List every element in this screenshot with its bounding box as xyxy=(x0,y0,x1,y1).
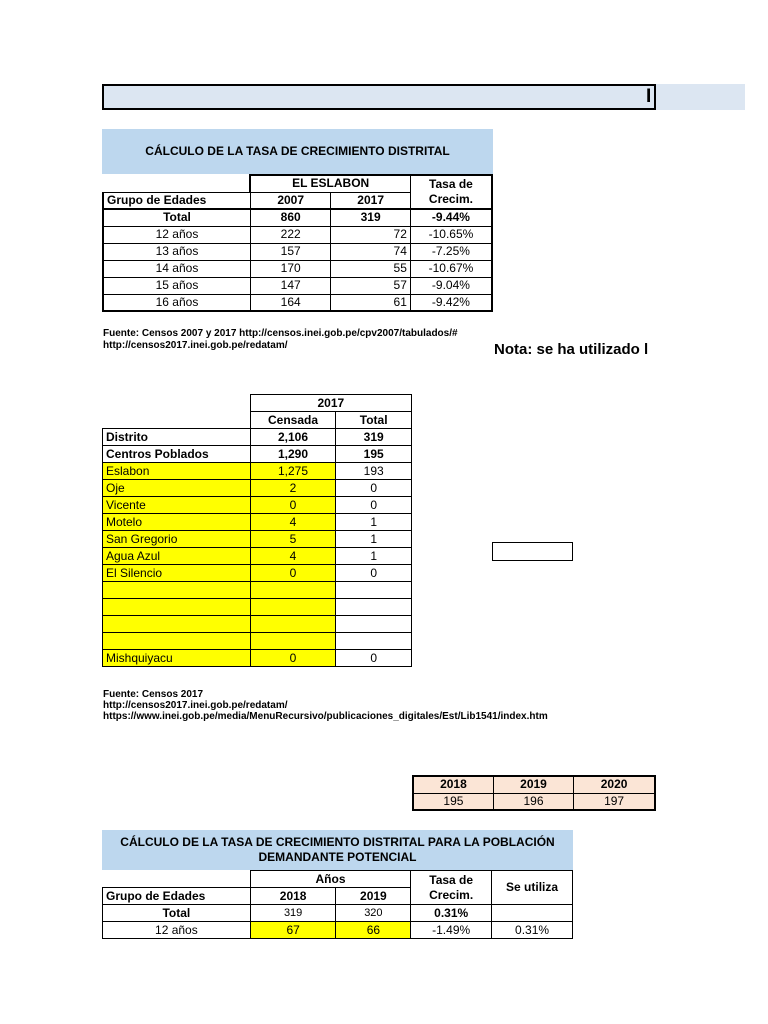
value-2019: 66 xyxy=(336,922,411,939)
censada-value: 1,290 xyxy=(250,446,336,463)
projection-year: 2018 xyxy=(413,776,493,793)
table-row xyxy=(103,260,492,277)
year1-header: 2018 xyxy=(250,888,336,905)
censada-header: Censada xyxy=(250,412,336,429)
table3-title: CÁLCULO DE LA TASA DE CRECIMIENTO DISTRITAL PARA LA POBLACIÓN DEMANDANTE POTENCIAL xyxy=(102,830,573,870)
value-2018: 67 xyxy=(250,922,336,939)
row-label: Mishquiyacu xyxy=(103,650,251,667)
year-header: 2017 xyxy=(250,395,411,412)
total-value: 1 xyxy=(336,548,412,565)
col-label: Grupo de Edades xyxy=(103,888,251,905)
rate-value: -9.42% xyxy=(410,294,492,311)
col-label: Grupo de Edades xyxy=(103,192,250,209)
row-label: San Gregorio xyxy=(103,531,251,548)
table-row xyxy=(103,446,412,463)
table-row xyxy=(103,243,492,260)
table-row xyxy=(103,905,573,922)
source-note-5: https://www.inei.gob.pe/media/MenuRecursivo/publicaciones_digitales/Est/Lib1541/index.htm xyxy=(103,711,548,722)
row-label: 12 años xyxy=(103,226,250,243)
total-value: 193 xyxy=(336,463,412,480)
row-label: 12 años xyxy=(103,922,251,939)
table-row xyxy=(103,480,412,497)
row-label xyxy=(103,599,251,616)
row-label: Centros Poblados xyxy=(103,446,251,463)
header-bar-extension xyxy=(656,84,745,110)
total-value: 0 xyxy=(336,497,412,514)
use-value xyxy=(492,905,573,922)
table-row xyxy=(103,582,412,599)
row-label: El Silencio xyxy=(103,565,251,582)
row-label xyxy=(103,582,251,599)
projection-table xyxy=(412,775,656,811)
censada-value xyxy=(250,633,336,650)
rate-value: -10.65% xyxy=(410,226,492,243)
blank-cell xyxy=(103,412,251,429)
header-bar xyxy=(102,84,656,110)
row-label: 15 años xyxy=(103,277,250,294)
use-value: 0.31% xyxy=(492,922,573,939)
censada-value: 4 xyxy=(250,514,336,531)
rate-value: -9.04% xyxy=(410,277,492,294)
table-row xyxy=(103,650,412,667)
row-label: Motelo xyxy=(103,514,251,531)
table1-title: CÁLCULO DE LA TASA DE CRECIMIENTO DISTRITAL xyxy=(102,129,493,174)
value-2007: 222 xyxy=(250,226,330,243)
group-header: Años xyxy=(250,871,410,888)
value-2017: 61 xyxy=(331,294,410,311)
censada-value xyxy=(250,616,336,633)
rate-value: -1.49% xyxy=(411,922,492,939)
censada-value xyxy=(250,599,336,616)
value-2017: 55 xyxy=(331,260,410,277)
value-2007: 860 xyxy=(250,209,330,226)
table-row xyxy=(103,599,412,616)
censada-value: 4 xyxy=(250,548,336,565)
table-row xyxy=(103,226,492,243)
projection-value: 196 xyxy=(493,793,573,810)
value-2018: 319 xyxy=(250,905,336,922)
value-2017: 57 xyxy=(331,277,410,294)
rate-value: 0.31% xyxy=(411,905,492,922)
total-value: 319 xyxy=(336,429,412,446)
year1-header: 2007 xyxy=(250,192,330,209)
rate-header: Tasa de Crecim. xyxy=(410,175,492,209)
row-label: 14 años xyxy=(103,260,250,277)
total-value xyxy=(336,599,412,616)
rate-value: -7.25% xyxy=(410,243,492,260)
row-label: 13 años xyxy=(103,243,250,260)
value-2017: 72 xyxy=(331,226,410,243)
population-table xyxy=(102,394,412,667)
row-label: 16 años xyxy=(103,294,250,311)
row-label: Distrito xyxy=(103,429,251,446)
source-note-1: Fuente: Censos 2007 y 2017 http://censos.inei.gob.pe/cpv2007/tabulados/# xyxy=(103,328,458,339)
table-row xyxy=(103,429,412,446)
censada-value: 2 xyxy=(250,480,336,497)
row-label xyxy=(103,633,251,650)
use-header: Se utiliza xyxy=(492,871,573,905)
total-value: 0 xyxy=(336,650,412,667)
source-note-3: Fuente: Censos 2017 xyxy=(103,689,204,700)
blank-cell xyxy=(103,395,251,412)
table-row xyxy=(103,463,412,480)
year2-header: 2019 xyxy=(336,888,411,905)
year2-header: 2017 xyxy=(331,192,410,209)
value-2007: 164 xyxy=(250,294,330,311)
value-2019: 320 xyxy=(336,905,411,922)
total-value: 1 xyxy=(336,514,412,531)
total-value: 1 xyxy=(336,531,412,548)
total-value xyxy=(336,633,412,650)
header-title: I xyxy=(646,86,652,107)
table-row xyxy=(103,922,573,939)
table-row xyxy=(103,514,412,531)
projection-year: 2020 xyxy=(574,776,655,793)
censada-value: 0 xyxy=(250,497,336,514)
row-label: Agua Azul xyxy=(103,548,251,565)
total-value: 195 xyxy=(336,446,412,463)
blank-cell xyxy=(103,175,250,192)
empty-cell-box xyxy=(492,542,573,561)
projection-year: 2019 xyxy=(493,776,573,793)
censada-value xyxy=(250,582,336,599)
row-label xyxy=(103,616,251,633)
row-label: Total xyxy=(103,905,251,922)
demand-growth-table xyxy=(102,870,573,939)
table-row xyxy=(103,616,412,633)
group-header: EL ESLABON xyxy=(250,175,410,192)
table-row xyxy=(103,565,412,582)
value-2017: 319 xyxy=(331,209,410,226)
rate-header: Tasa de Crecim. xyxy=(411,871,492,905)
censada-value: 1,275 xyxy=(250,463,336,480)
note-text: Nota: se ha utilizado l xyxy=(494,341,649,358)
table-row xyxy=(103,294,492,311)
total-value: 0 xyxy=(336,565,412,582)
source-note-2: http://censos2017.inei.gob.pe/redatam/ xyxy=(103,340,288,351)
projection-value: 197 xyxy=(574,793,655,810)
rate-value: -10.67% xyxy=(410,260,492,277)
table-row xyxy=(103,209,492,226)
table-row xyxy=(103,548,412,565)
row-label: Total xyxy=(103,209,250,226)
table-row xyxy=(103,277,492,294)
row-label: Eslabon xyxy=(103,463,251,480)
total-header: Total xyxy=(336,412,412,429)
row-label: Oje xyxy=(103,480,251,497)
total-value: 0 xyxy=(336,480,412,497)
value-2007: 157 xyxy=(250,243,330,260)
censada-value: 0 xyxy=(250,565,336,582)
total-value xyxy=(336,616,412,633)
table-row xyxy=(103,497,412,514)
source-note-4: http://censos2017.inei.gob.pe/redatam/ xyxy=(103,700,288,711)
table-row xyxy=(103,531,412,548)
value-2017: 74 xyxy=(331,243,410,260)
table-row xyxy=(103,633,412,650)
value-2007: 170 xyxy=(250,260,330,277)
censada-value: 5 xyxy=(250,531,336,548)
blank-cell xyxy=(103,871,251,888)
censada-value: 0 xyxy=(250,650,336,667)
total-value xyxy=(336,582,412,599)
growth-rate-table xyxy=(102,174,493,312)
projection-value: 195 xyxy=(413,793,493,810)
censada-value: 2,106 xyxy=(250,429,336,446)
row-label: Vicente xyxy=(103,497,251,514)
value-2007: 147 xyxy=(250,277,330,294)
rate-value: -9.44% xyxy=(410,209,492,226)
